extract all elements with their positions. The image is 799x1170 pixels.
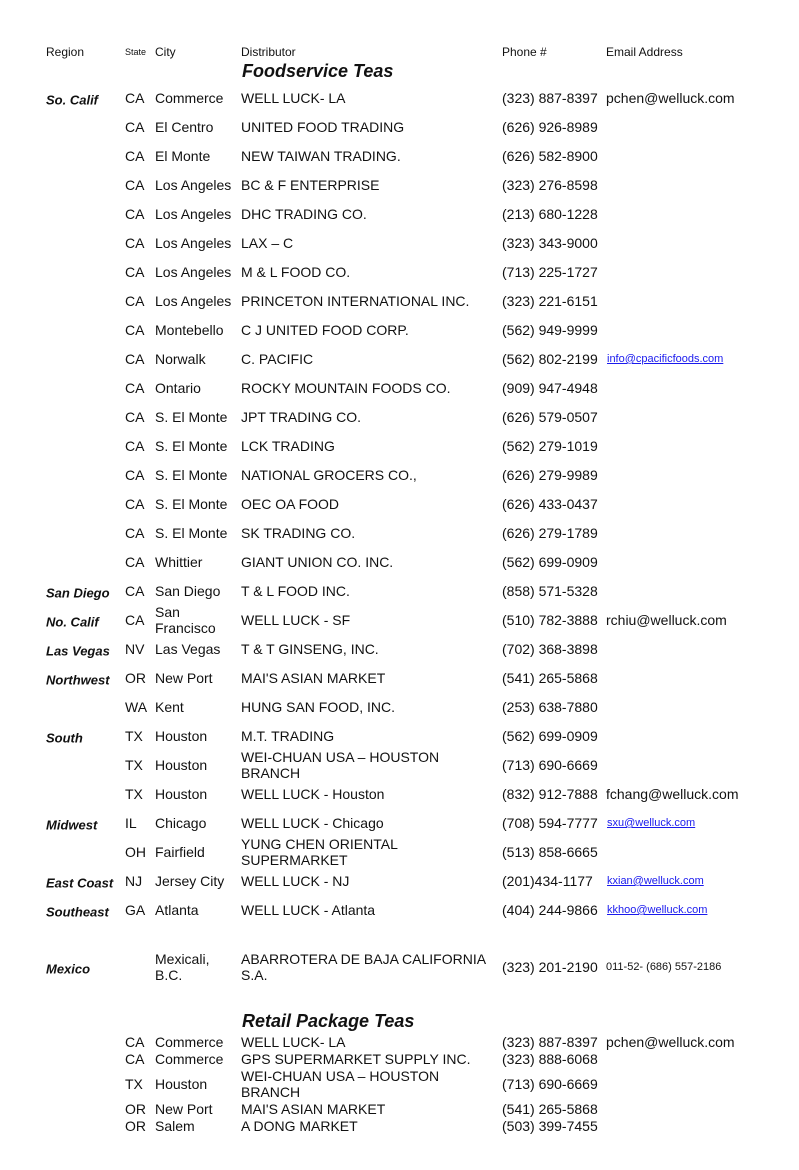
phone-cell: (323) 343-9000 [502,235,598,251]
email-cell: rchiu@welluck.com [606,612,727,628]
city-cell: Las Vegas [155,641,221,657]
phone-cell: (562) 802-2199 [502,351,598,367]
city-cell: Mexicali, B.C. [155,951,210,983]
city-cell: S. El Monte [155,467,228,483]
email-cell[interactable]: kkhoo@welluck.com [607,904,708,916]
phone-cell: (323) 888-6068 [502,1051,598,1067]
header-distributor: Distributor [241,45,296,59]
distributor-cell: ABARROTERA DE BAJA CALIFORNIA S.A. [241,951,486,983]
state-cell: CA [125,322,145,338]
state-cell: CA [125,1051,145,1067]
city-cell: Chicago [155,815,207,831]
distributor-cell: WEI-CHUAN USA – HOUSTON BRANCH [241,1068,440,1100]
distributor-cell: UNITED FOOD TRADING [241,119,405,135]
region-cell: Midwest [46,817,98,833]
state-cell: IL [125,815,137,831]
city-cell: S. El Monte [155,525,228,541]
distributor-cell: MAI'S ASIAN MARKET [241,1101,386,1117]
phone-cell: (323) 276-8598 [502,177,598,193]
phone-cell: (541) 265-5868 [502,670,598,686]
header-city: City [155,45,176,59]
city-cell: El Centro [155,119,214,135]
region-cell: East Coast [46,875,114,891]
city-cell: Montebello [155,322,224,338]
distributor-cell: WEI-CHUAN USA – HOUSTON BRANCH [241,749,440,781]
email-cell: 011-52- (686) 557-2186 [606,961,722,973]
city-cell: Commerce [155,1034,224,1050]
city-cell: Ontario [155,380,201,396]
city-cell: Whittier [155,554,203,570]
phone-cell: (626) 433-0437 [502,496,598,512]
city-cell: Commerce [155,90,224,106]
header-phone: Phone # [502,45,547,59]
state-cell: CA [125,1034,145,1050]
header-state: State [125,47,147,57]
phone-cell: (323) 887-8397 [502,1034,598,1050]
email-cell: pchen@welluck.com [606,90,735,106]
city-cell: Los Angeles [155,235,232,251]
city-cell: New Port [155,670,213,686]
distributor-cell: YUNG CHEN ORIENTAL SUPERMARKET [241,836,398,868]
phone-cell: (541) 265-5868 [502,1101,598,1117]
state-cell: NV [125,641,145,657]
state-cell: CA [125,525,145,541]
city-cell: Houston [155,786,208,802]
distributor-cell: M.T. TRADING [241,728,335,744]
state-cell: TX [125,728,143,744]
city-cell: S. El Monte [155,438,228,454]
city-cell: Fairfield [155,844,205,860]
city-cell: Los Angeles [155,293,232,309]
state-cell: CA [125,264,145,280]
phone-cell: (909) 947-4948 [502,380,598,396]
distributor-cell: SK TRADING CO. [241,525,356,541]
phone-cell: (832) 912-7888 [502,786,598,802]
state-cell: CA [125,206,145,222]
email-cell[interactable]: kxian@welluck.com [607,875,704,887]
distributor-cell: WELL LUCK - NJ [241,873,350,889]
distributor-cell: WELL LUCK - Atlanta [241,902,376,918]
city-cell: Los Angeles [155,206,232,222]
phone-cell: (626) 582-8900 [502,148,598,164]
phone-cell: (323) 201-2190 [502,959,598,975]
distributor-cell: LCK TRADING [241,438,335,454]
distributor-cell: WELL LUCK - SF [241,612,351,628]
city-cell: S. El Monte [155,409,228,425]
distributor-cell: C. PACIFIC [241,351,314,367]
state-cell: OR [125,670,146,686]
state-cell: OR [125,1101,146,1117]
state-cell: WA [125,699,148,715]
state-cell: CA [125,409,145,425]
phone-cell: (713) 690-6669 [502,1076,598,1092]
phone-cell: (626) 279-9989 [502,467,598,483]
email-cell: pchen@welluck.com [606,1034,735,1050]
city-cell: San Francisco [155,604,216,636]
city-cell: San Diego [155,583,221,599]
phone-cell: (513) 858-6665 [502,844,598,860]
distributor-cell: WELL LUCK- LA [241,1034,346,1050]
state-cell: CA [125,467,145,483]
distributor-cell: PRINCETON INTERNATIONAL INC. [241,293,470,309]
city-cell: Houston [155,1076,208,1092]
state-cell: CA [125,148,145,164]
phone-cell: (510) 782-3888 [502,612,598,628]
distributor-cell: HUNG SAN FOOD, INC. [241,699,396,715]
distributor-cell: T & L FOOD INC. [241,583,350,599]
state-cell: CA [125,380,145,396]
section-title-retail: Retail Package Teas [242,1011,415,1031]
phone-cell: (708) 594-7777 [502,815,598,831]
region-cell: No. Calif [46,614,99,630]
state-cell: OR [125,1118,146,1134]
email-cell[interactable]: info@cpacificfoods.com [607,353,724,365]
state-cell: NJ [125,873,143,889]
state-cell: CA [125,177,145,193]
distributor-cell: MAI'S ASIAN MARKET [241,670,386,686]
city-cell: Atlanta [155,902,199,918]
city-cell: Salem [155,1118,195,1134]
distributor-cell: WELL LUCK - Houston [241,786,385,802]
state-cell: OH [125,844,146,860]
state-cell: CA [125,351,145,367]
distributor-cell: JPT TRADING CO. [241,409,362,425]
distributor-cell: GIANT UNION CO. INC. [241,554,394,570]
distributor-cell: NATIONAL GROCERS CO., [241,467,417,483]
state-cell: CA [125,293,145,309]
phone-cell: (702) 368-3898 [502,641,598,657]
state-cell: TX [125,786,143,802]
phone-cell: (626) 926-8989 [502,119,598,135]
distributor-cell: M & L FOOD CO. [241,264,351,280]
distributor-cell: ROCKY MOUNTAIN FOODS CO. [241,380,451,396]
distributor-cell: BC & F ENTERPRISE [241,177,380,193]
distributor-cell: NEW TAIWAN TRADING. [241,148,401,164]
distributor-cell: LAX – C [241,235,294,251]
phone-cell: (562) 949-9999 [502,322,598,338]
state-cell: TX [125,757,143,773]
city-cell: Kent [155,699,184,715]
region-cell: South [46,730,83,746]
state-cell: CA [125,554,145,570]
email-cell: fchang@welluck.com [606,786,739,802]
distributor-cell: WELL LUCK - Chicago [241,815,384,831]
phone-cell: (713) 225-1727 [502,264,598,280]
header-region: Region [46,45,85,59]
phone-cell: (503) 399-7455 [502,1118,598,1134]
distributor-cell: OEC OA FOOD [241,496,340,512]
region-cell: Las Vegas [46,643,110,659]
distributor-cell: A DONG MARKET [241,1118,358,1134]
region-cell: Southeast [46,904,109,920]
phone-cell: (323) 887-8397 [502,90,598,106]
city-cell: S. El Monte [155,496,228,512]
state-cell: CA [125,119,145,135]
phone-cell: (404) 244-9866 [502,902,598,918]
phone-cell: (562) 699-0909 [502,554,598,570]
phone-cell: (213) 680-1228 [502,206,598,222]
city-cell: Commerce [155,1051,224,1067]
state-cell: CA [125,235,145,251]
region-cell: So. Calif [46,92,99,108]
phone-cell: (562) 699-0909 [502,728,598,744]
city-cell: El Monte [155,148,211,164]
distributor-cell: DHC TRADING CO. [241,206,367,222]
city-cell: Norwalk [155,351,206,367]
state-cell: CA [125,438,145,454]
phone-cell: (713) 690-6669 [502,757,598,773]
email-cell[interactable]: sxu@welluck.com [607,817,696,829]
phone-cell: (201)434-1177 [502,873,593,889]
region-cell: San Diego [46,585,110,601]
state-cell: TX [125,1076,143,1092]
state-cell: CA [125,612,145,628]
phone-cell: (626) 579-0507 [502,409,598,425]
city-cell: New Port [155,1101,213,1117]
city-cell: Los Angeles [155,177,232,193]
state-cell: CA [125,496,145,512]
city-cell: Houston [155,728,208,744]
phone-cell: (626) 279-1789 [502,525,598,541]
state-cell: GA [125,902,146,918]
state-cell: CA [125,583,145,599]
city-cell: Los Angeles [155,264,232,280]
distributor-cell: C J UNITED FOOD CORP. [241,322,409,338]
distributor-cell: WELL LUCK- LA [241,90,346,106]
phone-cell: (562) 279-1019 [502,438,598,454]
region-cell: Northwest [46,672,110,688]
state-cell: CA [125,90,145,106]
header-email: Email Address [606,45,683,59]
region-cell: Mexico [46,961,91,977]
distributor-cell: T & T GINSENG, INC. [241,641,379,657]
section-title-foodservice: Foodservice Teas [242,61,394,81]
phone-cell: (323) 221-6151 [502,293,598,309]
city-cell: Jersey City [155,873,225,889]
phone-cell: (858) 571-5328 [502,583,598,599]
phone-cell: (253) 638-7880 [502,699,598,715]
distributor-cell: GPS SUPERMARKET SUPPLY INC. [241,1051,471,1067]
city-cell: Houston [155,757,208,773]
